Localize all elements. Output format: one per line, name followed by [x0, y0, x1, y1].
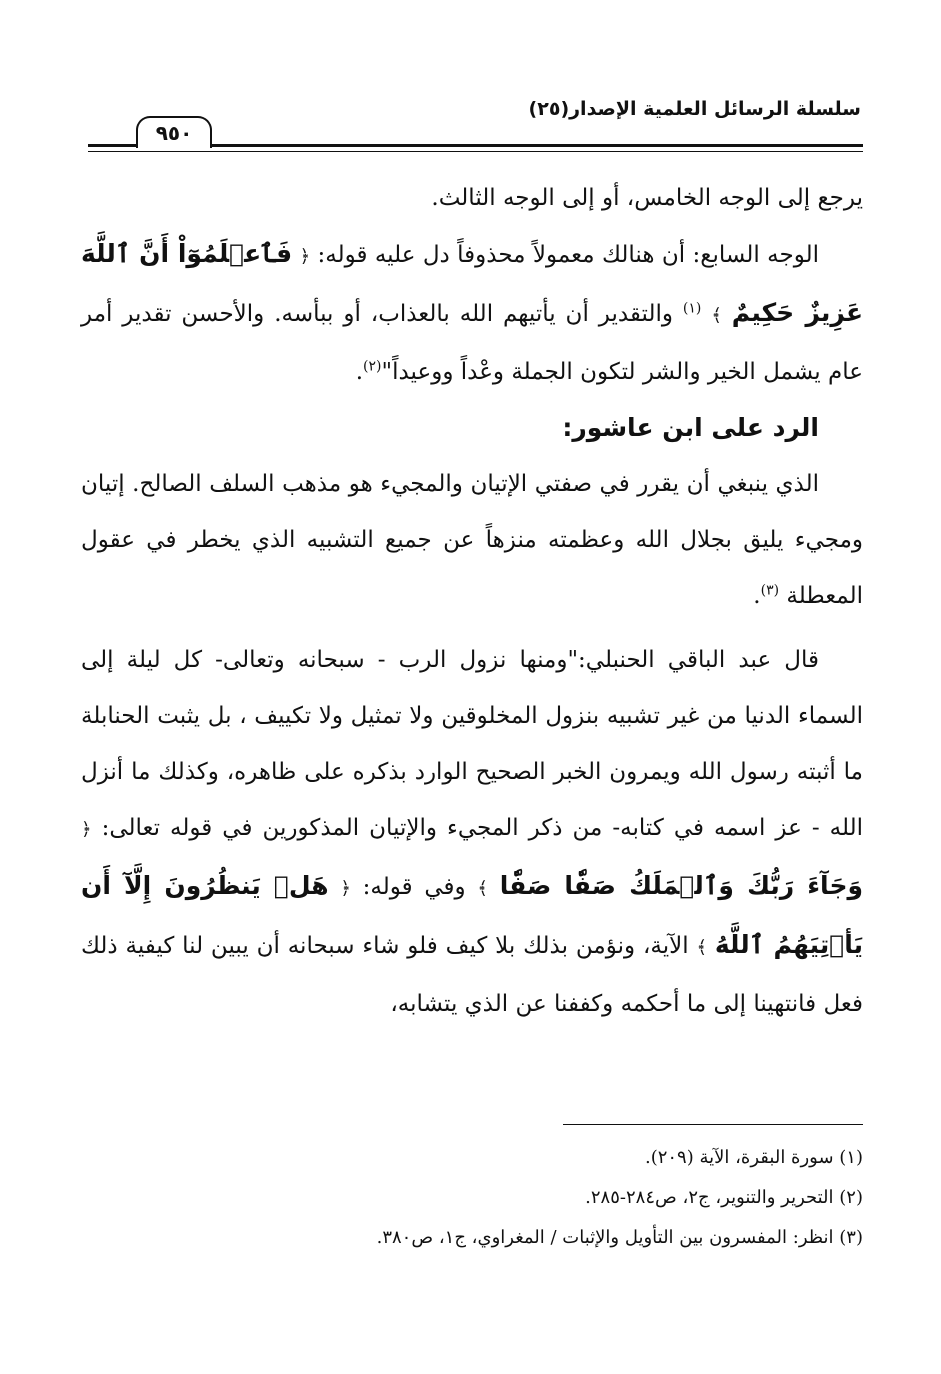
footnote-ref-1: (١): [682, 300, 702, 317]
header-rule-thin: [88, 151, 863, 152]
footnote-3: (٣) انظر: المفسرون بين التأويل والإثبات / المغراوي، ج١، ص٣٨٠.: [376, 1227, 863, 1248]
paragraph-2-end: والتقدير أن يأتيهم الله بالعذاب، أو ببأسه. والأحسن تقدير أمر عام يشمل الخير والشر لتكون الجملة وعْداً ووعيداً": [81, 301, 863, 385]
paragraph-4-end: الآية، ونؤمن بذلك بلا كيف فلو شاء سبحانه أن يبين لنا كيفية ذلك فعل فانتهينا إلى ما أحكمه وكففنا عن الذي يتشابه،: [81, 933, 863, 1017]
paragraph-2-tail: .: [355, 359, 364, 385]
quran-bracket-open: ﴿: [340, 878, 351, 899]
footnote-separator: [563, 1124, 863, 1125]
paragraph-1-text: يرجع إلى الوجه الخامس، أو إلى الوجه الثالث.: [431, 185, 863, 211]
paragraph-3-text: الذي ينبغي أن يقرر في صفتي الإتيان والمجيء هو مذهب السلف الصالح. إتيان ومجيء يليق بجلال الله وعظمته منزهاً عن جميع التشبيه الذي يخطر في عقول المعطلة: [81, 471, 863, 609]
page-number: ٩٥٠: [136, 116, 212, 148]
paragraph-1: [81, 170, 863, 226]
series-title: سلسلة الرسائل العلمية الإصدار(٢٥): [528, 98, 861, 120]
footnote-2: (٢) التحرير والتنوير، ج٢، ص٢٨٤-٢٨٥.: [585, 1187, 863, 1208]
paragraph-3: [81, 456, 863, 624]
quran-bracket-close: ﴾: [477, 878, 488, 899]
paragraph-4: [81, 632, 863, 1032]
quran-verse-3: هَلۡ يَنظُرُونَ إِلَّآ أَن يَأۡتِيَهُمُ ٱللَّهُ: [81, 871, 863, 959]
paragraph-2-start: الوجه السابع: أن هنالك معمولاً محذوفاً دل عليه قوله:: [310, 242, 820, 268]
paragraph-gap: [81, 624, 863, 632]
paragraph-2: [81, 226, 863, 400]
paragraph-3-tail: .: [753, 583, 761, 609]
quran-bracket-open: ﴿: [81, 819, 92, 840]
footnote-1: (١) سورة البقرة، الآية (٢٠٩).: [644, 1147, 863, 1168]
quran-bracket-close: ﴾: [696, 937, 708, 958]
body-text: [81, 170, 863, 1032]
quran-bracket-close: ﴾: [711, 305, 722, 326]
footnote-ref-2: (٢): [363, 358, 382, 375]
footnotes: [81, 1138, 863, 1258]
paragraph-4-start: قال عبد الباقي الحنبلي:"ومنها نزول الرب - سبحانه وتعالى- كل ليلة إلى السماء الدنيا من غير تشبيه بنزول المخلوقين ولا تمثيل ولا تكييف ، بل يثبت الحنابلة ما أثبته رسول الله ويمرون الخبر الصحيح الوارد بذكره على ظاهره، وكذلك ما أنزل الله - عز اسمه في كتابه- من ذكر المجيء والإتيان المذكورين في قوله تعالى:: [81, 647, 863, 841]
quran-verse-2: وَجَآءَ رَبُّكَ وَٱلۡمَلَكُ صَفّٗا صَفّٗا: [499, 871, 864, 900]
quran-verse-1: فَٱعۡلَمُوٓاْ أَنَّ ٱللَّهَ عَزِيزٌ حَكِيمٌ: [81, 239, 864, 327]
footnote-ref-3: (٣): [760, 582, 780, 599]
section-heading: الرد على ابن عاشور:: [562, 413, 819, 442]
paragraph-4-mid: وفي قوله:: [350, 874, 478, 900]
quran-bracket-open: ﴿: [299, 246, 311, 267]
